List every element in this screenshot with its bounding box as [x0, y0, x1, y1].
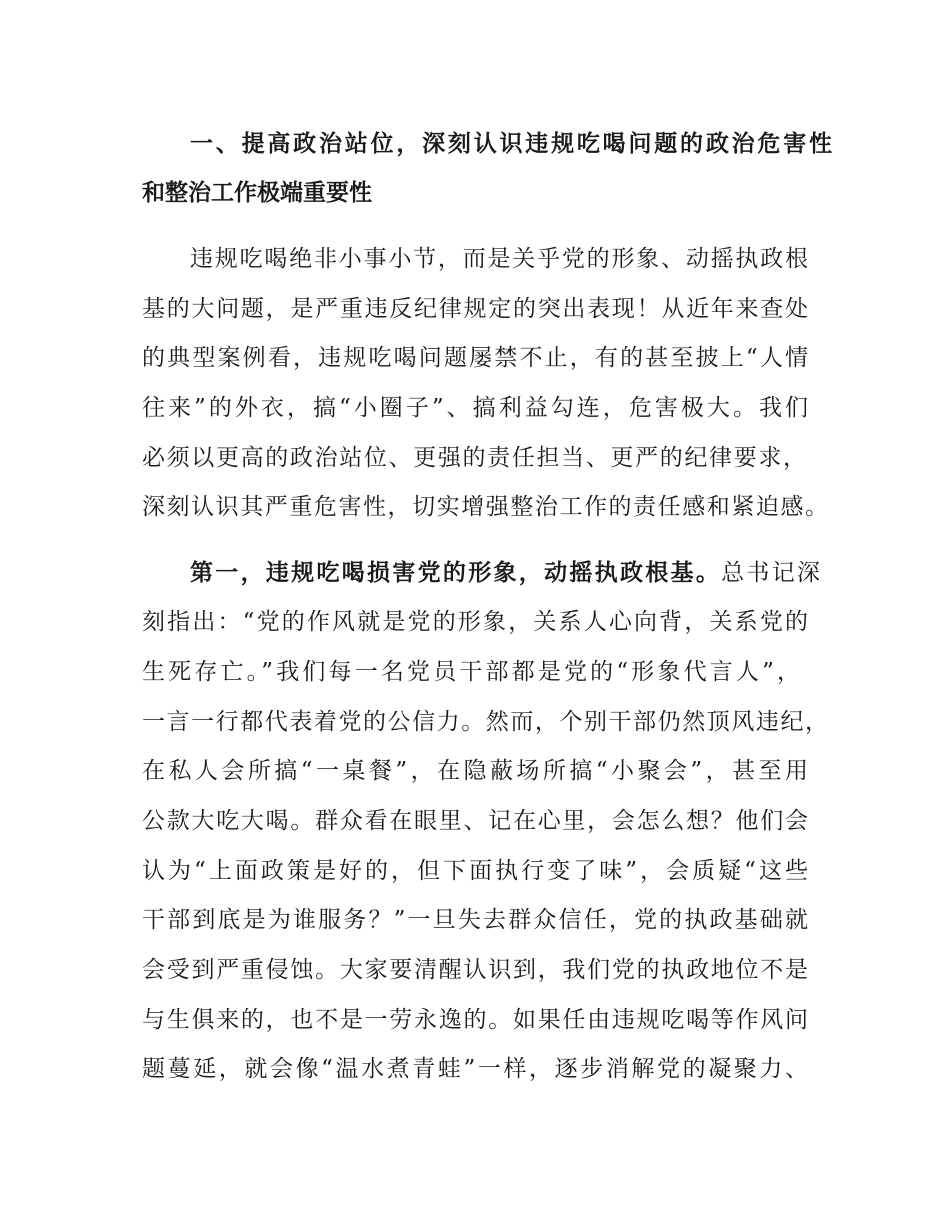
para2-line-8: 干部到底是为谁服务？”一旦失去群众信任，党的执政基础就	[142, 907, 808, 933]
para1-line-4: 往来”的外衣，搞“小圈子”、搞利益勾连，危害极大。我们	[142, 395, 808, 421]
para2-line-5: 在私人会所搞“一桌餐”，在隐蔽场所搞“小聚会”，甚至用	[142, 758, 808, 784]
para2-line-6: 公款大吃大喝。群众看在眼里、记在心里，会怎么想？他们会	[142, 808, 808, 834]
para2-line-7: 认为“上面政策是好的，但下面执行变了味”，会质疑“这些	[142, 858, 808, 884]
para1-line-6: 深刻认识其严重危害性，切实增强整治工作的责任感和紧迫感。	[142, 494, 828, 520]
para2-lead-rest: 总书记深	[721, 560, 821, 586]
para1-line-3: 的典型案例看，违规吃喝问题屡禁不止，有的甚至披上“人情	[142, 345, 808, 371]
para2-line-3: 生死存亡。”我们每一名党员干部都是党的“形象代言人”，	[142, 659, 800, 685]
para1-line-5: 必须以更高的政治站位、更强的责任担当、更严的纪律要求，	[142, 445, 806, 471]
para2-line-4: 一言一行都代表着党的公信力。然而，个别干部仍然顶风违纪，	[142, 709, 828, 735]
para1-line-2: 基的大问题，是严重违反纪律规定的突出表现！从近年来查处	[142, 296, 808, 322]
para2-line-9: 会受到严重侵蚀。大家要清醒认识到，我们党的执政地位不是	[142, 957, 808, 983]
para2-line-11: 题蔓延，就会像“温水煮青蛙”一样，逐步消解党的凝聚力、	[142, 1056, 808, 1082]
para2-lead-bold: 第一，违规吃喝损害党的形象，动摇执政根基。	[190, 560, 722, 586]
para2-line-1	[190, 558, 820, 588]
para2-line-2: 刻指出：“党的作风就是党的形象，关系人心向背，关系党的	[142, 609, 808, 635]
section-heading-line-1: 一、提高政治站位，深刻认识违规吃喝问题的政治危害性	[190, 131, 832, 157]
para2-line-10: 与生俱来的，也不是一劳永逸的。如果任由违规吃喝等作风问	[142, 1007, 808, 1033]
para1-line-1: 违规吃喝绝非小事小节，而是关乎党的形象、动摇执政根	[190, 246, 808, 272]
section-heading-line-2: 和整治工作极端重要性	[142, 180, 372, 206]
